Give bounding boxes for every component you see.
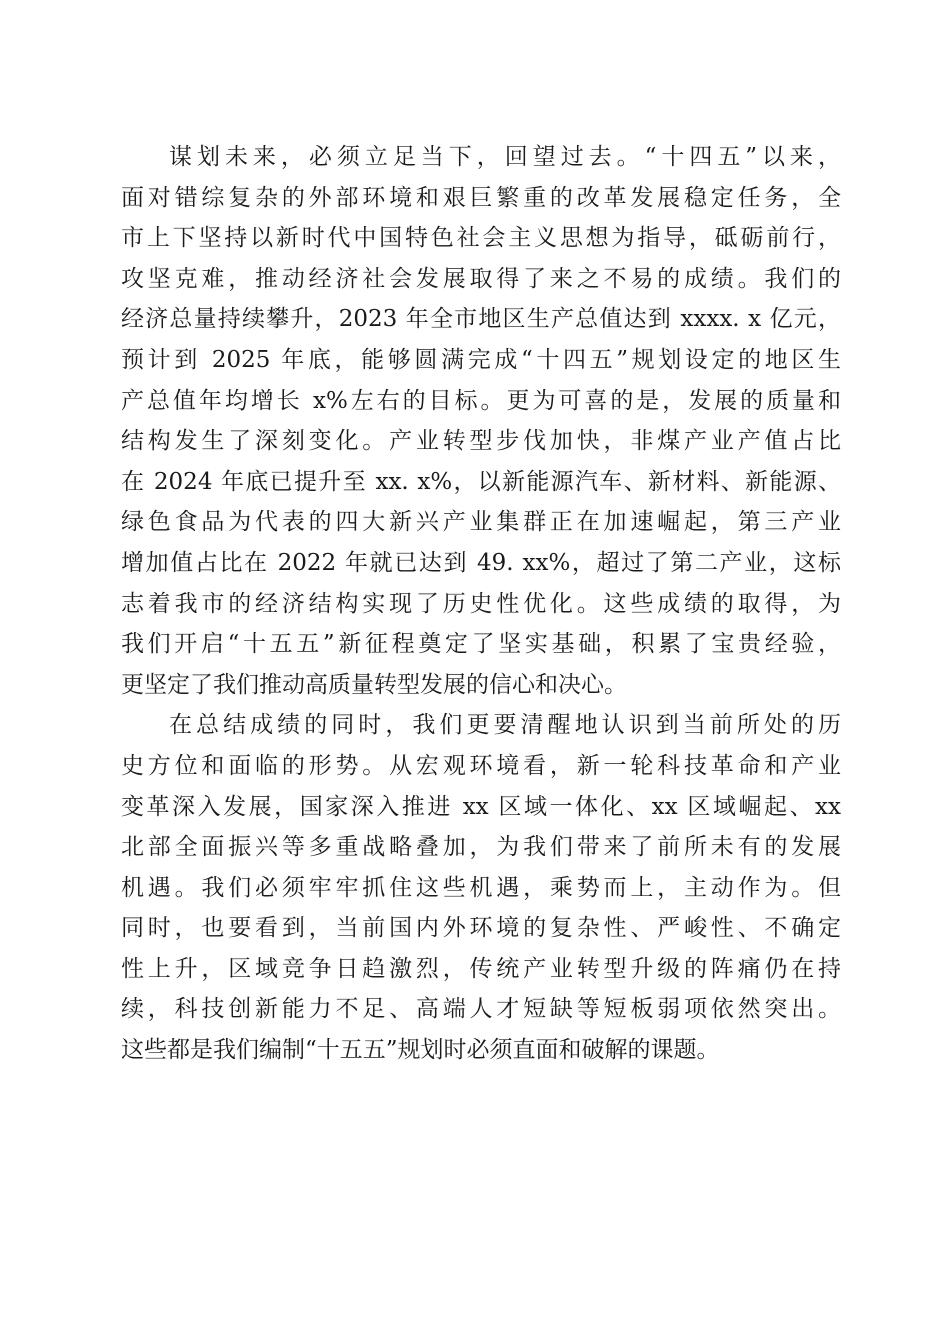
paragraph-line: 变革深入发展，国家深入推进 xx 区域一体化、xx 区域崛起、xx xyxy=(121,793,841,820)
paragraph-line: 在 2024 年底已提升至 xx. x%，以新能源汽车、新材料、新能源、 xyxy=(121,468,841,495)
paragraph-line: 更坚定了我们推动高质量转型发展的信心和决心。 xyxy=(121,671,627,698)
paragraph-line: 同时，也要看到，当前国内外环境的复杂性、严峻性、不确定 xyxy=(121,915,841,942)
paragraph-line: 预计到 2025 年底，能够圆满完成“十四五”规划设定的地区生 xyxy=(121,346,841,373)
paragraph-line: 产总值年均增长 x%左右的目标。更为可喜的是，发展的质量和 xyxy=(121,387,841,414)
paragraph-line: 谋划未来，必须立足当下，回望过去。“十四五”以来， xyxy=(169,144,841,170)
paragraph-line: 史方位和面临的形势。从宏观环境看，新一轮科技革命和产业 xyxy=(121,752,841,779)
paragraph-1 xyxy=(121,137,841,705)
paragraph-line: 机遇。我们必须牢牢抓住这些机遇，乘势而上，主动作为。但 xyxy=(121,874,841,901)
paragraph-line: 增加值占比在 2022 年就已达到 49. xx%，超过了第二产业，这标 xyxy=(121,549,841,576)
paragraph-line: 结构发生了深刻变化。产业转型步伐加快，非煤产业产值占比 xyxy=(121,428,841,455)
paragraph-2 xyxy=(121,705,841,1070)
paragraph-line: 经济总量持续攀升，2023 年全市地区生产总值达到 xxxx. x 亿元， xyxy=(121,306,841,333)
paragraph-line: 性上升，区域竞争日趋激烈，传统产业转型升级的阵痛仍在持 xyxy=(121,955,841,982)
document-body xyxy=(121,137,841,1071)
paragraph-line: 我们开启“十五五”新征程奠定了坚实基础，积累了宝贵经验， xyxy=(121,631,841,658)
paragraph-line: 市上下坚持以新时代中国特色社会主义思想为指导，砥砺前行， xyxy=(121,225,841,252)
paragraph-line: 北部全面振兴等多重战略叠加，为我们带来了前所未有的发展 xyxy=(121,834,841,861)
paragraph-line: 面对错综复杂的外部环境和艰巨繁重的改革发展稳定任务，全 xyxy=(121,184,841,211)
paragraph-line: 志着我市的经济结构实现了历史性优化。这些成绩的取得，为 xyxy=(121,590,841,617)
paragraph-line: 在总结成绩的同时，我们更要清醒地认识到当前所处的历 xyxy=(169,712,841,739)
paragraph-line: 攻坚克难，推动经济社会发展取得了来之不易的成绩。我们的 xyxy=(121,265,841,292)
paragraph-line: 这些都是我们编制“十五五”规划时必须直面和破解的课题。 xyxy=(121,1037,720,1064)
paragraph-line: 绿色食品为代表的四大新兴产业集群正在加速崛起，第三产业 xyxy=(121,509,841,536)
paragraph-line: 续，科技创新能力不足、高端人才短缺等短板弱项依然突出。 xyxy=(121,996,841,1023)
